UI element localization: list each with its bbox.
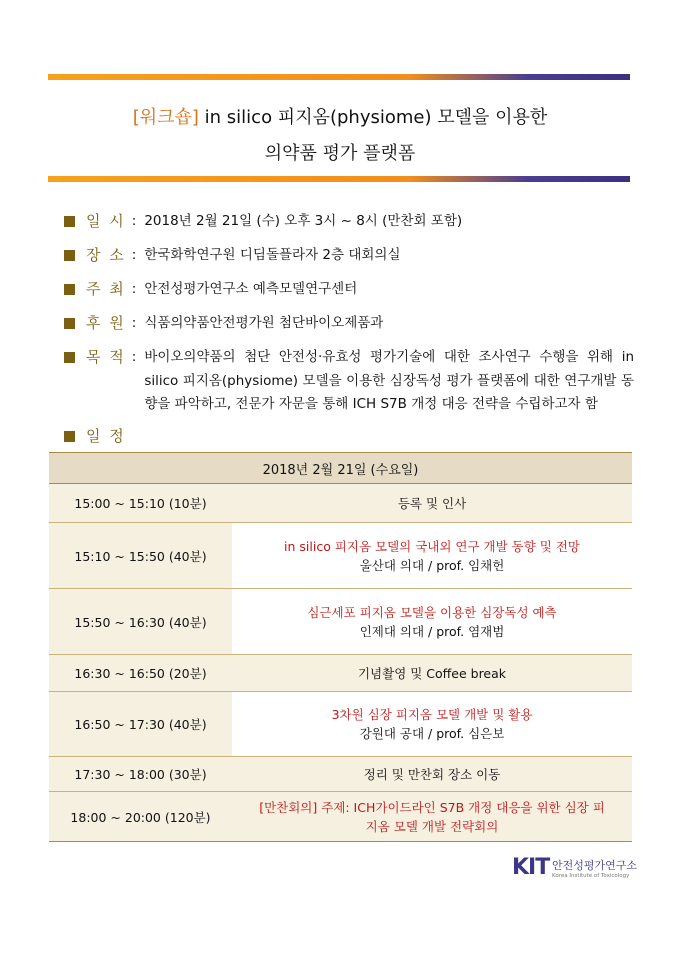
square-bullet-icon <box>64 352 75 363</box>
square-bullet-icon <box>64 431 75 442</box>
info-row-purpose <box>64 346 634 417</box>
square-bullet-icon <box>64 250 75 261</box>
session-speaker: 울산대 의대 / prof. 임채헌 <box>359 557 505 573</box>
info-value: 안전성평가연구소 예측모델연구센터 <box>144 281 358 297</box>
table-row <box>49 757 632 792</box>
table-row <box>49 523 632 589</box>
session-time: 15:50 ~ 16:30 (40분) <box>49 589 232 655</box>
info-label: 후 원 <box>86 314 126 332</box>
square-bullet-icon <box>64 318 75 329</box>
info-row-venue <box>64 244 634 267</box>
session-time: 16:50 ~ 17:30 (40분) <box>49 692 232 757</box>
colon: : <box>131 247 137 263</box>
schedule-table <box>49 452 632 842</box>
table-row <box>49 589 632 655</box>
session-time: 16:30 ~ 16:50 (20분) <box>49 655 232 692</box>
schedule-header-row <box>49 453 632 484</box>
session-time: 15:10 ~ 15:50 (40분) <box>49 523 232 589</box>
info-value: 바이오의약품의 첨단 안전성·유효성 평가기술에 대한 조사연구 수행을 위해 in silico 피지옴(physiome) 모델을 이용한 심장독성 평가 플랫폼에 대한 연구개발 동향을 파악하고, 전문가 자문을 통해 ICH S7B 개정 대응 전략을 수립하고자 함 <box>144 349 634 412</box>
session-cell <box>232 692 632 757</box>
colon: : <box>131 213 137 229</box>
session-cell <box>232 589 632 655</box>
session-title: [만찬회의] 주제: ICH가이드라인 S7B 개정 대응을 위한 심장 피지옴 모델 개발 전략회의 <box>232 792 632 842</box>
session-title: in silico 피지옴 모델의 국내외 연구 개발 동향 및 전망 <box>284 538 580 554</box>
square-bullet-icon <box>64 216 75 227</box>
session-cell <box>232 523 632 589</box>
session-title: 등록 및 인사 <box>232 484 632 523</box>
info-row-date <box>64 210 634 233</box>
kit-logo <box>512 855 638 885</box>
colon: : <box>131 315 137 331</box>
info-value: 식품의약품안전평가원 첨단바이오제품과 <box>144 315 384 331</box>
session-time: 17:30 ~ 18:00 (30분) <box>49 757 232 792</box>
session-speaker: 인제대 의대 / prof. 염재범 <box>359 623 505 639</box>
colon: : <box>131 281 137 297</box>
kit-logo-mark <box>512 855 549 880</box>
bottom-decorative-bar <box>48 176 630 182</box>
session-title: 기념촬영 및 Coffee break <box>232 655 632 692</box>
session-time: 15:00 ~ 15:10 (10분) <box>49 484 232 523</box>
title-tag: [워크숍] <box>132 107 199 128</box>
info-label: 주 최 <box>86 280 126 298</box>
event-info-list <box>64 210 634 459</box>
colon: : <box>131 349 137 365</box>
table-row <box>49 692 632 757</box>
session-speaker: 강원대 공대 / prof. 심은보 <box>359 726 505 741</box>
table-row <box>49 484 632 523</box>
info-row-schedule <box>64 425 634 448</box>
session-title: 정리 및 만찬회 장소 이동 <box>232 757 632 792</box>
info-row-host <box>64 278 634 301</box>
schedule-label: 일 정 <box>86 426 126 445</box>
table-row <box>49 792 632 842</box>
title-text-line1: in silico 피지옴(physiome) 모델을 이용한 <box>198 107 548 128</box>
institute-name-en: Korea Institute of Toxicology <box>552 873 630 879</box>
schedule-date: 2018년 2월 21일 (수요일) <box>49 453 632 484</box>
kit-logo-text: KIT <box>512 855 550 880</box>
session-title: 3차원 심장 피지옴 모델 개발 및 활용 <box>331 707 533 722</box>
info-label: 목 적 <box>86 348 126 366</box>
session-time: 18:00 ~ 20:00 (120분) <box>49 792 232 842</box>
table-row <box>49 655 632 692</box>
document-title-line1 <box>0 103 680 129</box>
info-value: 한국화학연구원 디딤돌플라자 2층 대회의실 <box>144 247 401 263</box>
info-label: 일 시 <box>86 212 126 230</box>
info-label: 장 소 <box>86 246 126 264</box>
square-bullet-icon <box>64 284 75 295</box>
info-row-sponsor <box>64 312 634 335</box>
info-value: 2018년 2월 21일 (수) 오후 3시 ~ 8시 (만찬회 포함) <box>144 213 463 229</box>
session-title: 심근세포 피지옴 모델을 이용한 심장독성 예측 <box>307 604 557 620</box>
institute-name-ko: 안전성평가연구소 <box>552 859 638 872</box>
top-decorative-bar <box>48 74 630 80</box>
document-title-line2: 의약품 평가 플랫폼 <box>264 143 416 164</box>
